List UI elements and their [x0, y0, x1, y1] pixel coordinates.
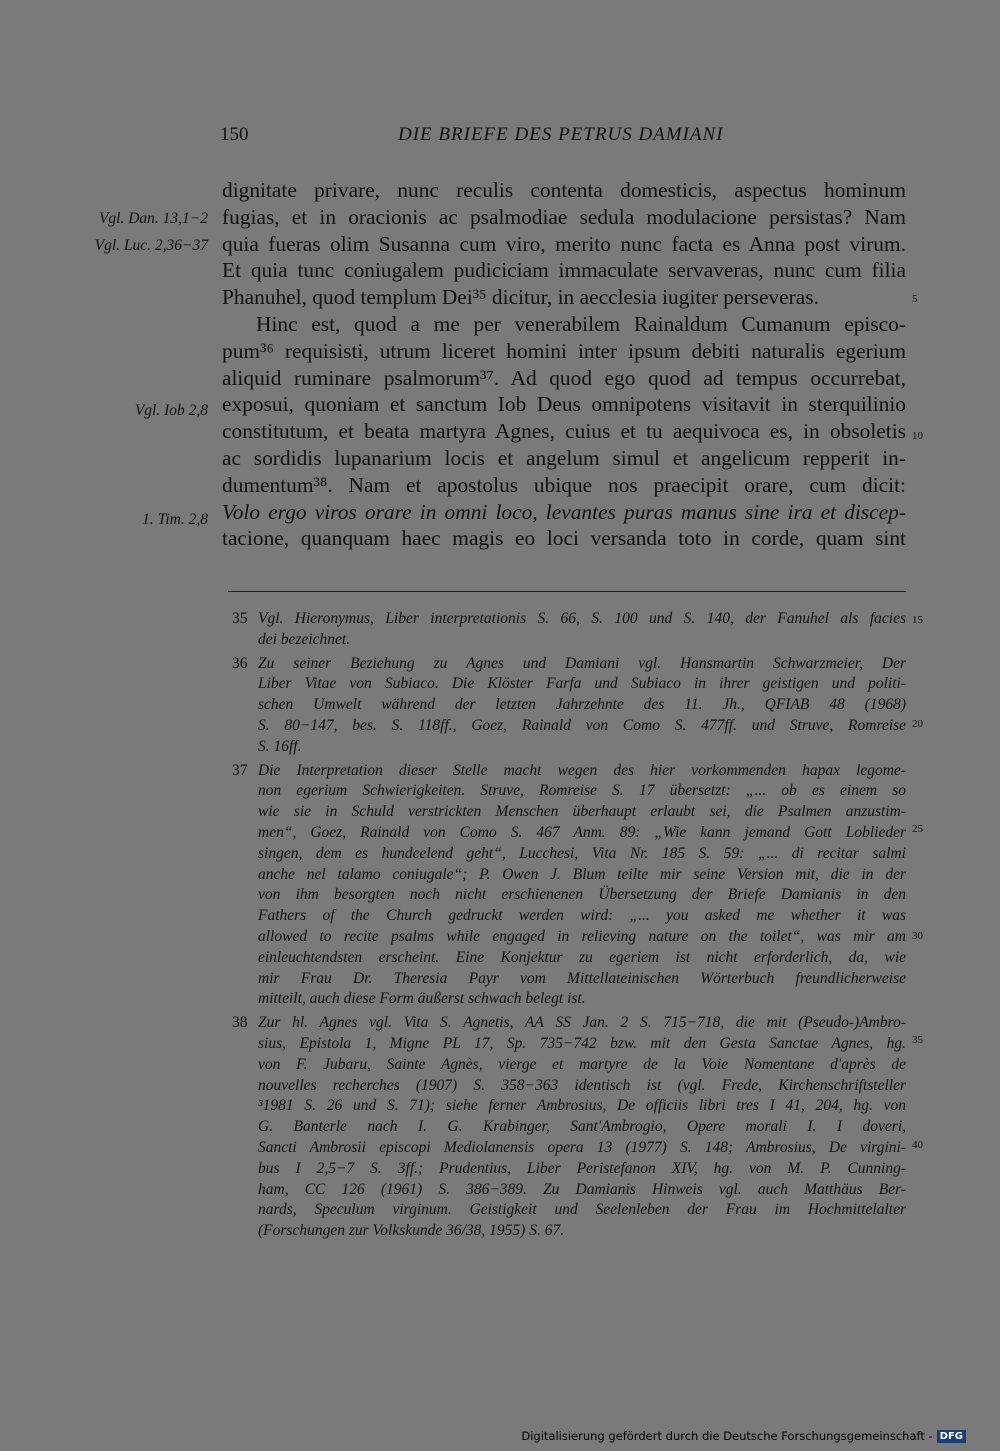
footnote-line: mitteilt, auch diese Form äußerst schwach belegt ist.	[258, 990, 586, 1008]
footnote	[232, 609, 906, 651]
text-line: quia fueras olim Susanna cum viro, merito nunc facta es Anna post virum.	[222, 231, 906, 256]
line-number: 20	[912, 718, 923, 730]
text-line: ac sordidis lupanarium locis et angelum simul et angelicum repperit in-	[222, 445, 906, 470]
footnote-line: bus I 2,5−7 S. 3ff.; Prudentius, Liber Peristefanon XIV, hg. von M. P. Cunning-	[258, 1159, 906, 1177]
text-line: Volo ergo viros orare in omni loco, levantes puras manus sine ira et discep-	[222, 499, 906, 524]
footnote-line: Die Interpretation dieser Stelle macht wegen des hier vorkommenden hapax legome-	[258, 761, 906, 779]
footnote-line: men“, Goez, Rainald von Como S. 467 Anm. 89: „Wie kann jemand Gott Loblieder	[258, 823, 906, 841]
text-line: pum³⁶ requisisti, utrum liceret homini inter ipsum debiti naturalis egerium	[222, 338, 906, 363]
footnote-line: von ihm besorgten noch nicht erschienenen Übersetzung der Briefe Damianis in den	[258, 886, 906, 904]
footnote-line: von F. Jubaru, Sainte Agnès, vierge et martyre de la Voie Nomentane d'après de	[258, 1055, 906, 1073]
margin-reference: Vgl. Luc. 2,36−37	[94, 237, 208, 254]
margin-reference: Vgl. Iob 2,8	[134, 402, 208, 419]
line-number: 5	[912, 293, 918, 305]
line-number: 10	[912, 430, 923, 442]
footnote-line: G. Banterle nach I. G. Krabinger, Sant'Ambrogio, Opere morali I. I doveri,	[258, 1118, 906, 1136]
footnote-line: nouvelles recherches (1907) S. 358−363 identisch ist (vgl. Frede, Kirchenschriftsteller	[258, 1076, 906, 1094]
text-line: Hinc est, quod a me per venerabilem Rainaldum Cumanum episco-	[256, 311, 906, 336]
text-line: dignitate privare, nunc reculis contenta domesticis, aspectus hominum	[222, 178, 906, 202]
main-text	[222, 177, 906, 552]
footnote	[232, 1013, 906, 1242]
text-line: dumentum³⁸. Nam et apostolus ubique nos praecipit orare, cum dicit:	[222, 472, 906, 497]
digitization-footer	[521, 1429, 966, 1443]
text-line: fugias, et in oracionis ac psalmodiae sedula modulacione persistas? Nam	[222, 204, 906, 229]
margin-reference: 1. Tim. 2,8	[142, 511, 208, 528]
footnote-separator	[228, 591, 906, 592]
footnote-line: nards, Speculum virginum. Geistigkeit und Seelenleben der Frau im Hochmittelalter	[258, 1201, 906, 1219]
footnote-line: (Forschungen zur Volkskunde 36/38, 1955) S. 67.	[258, 1222, 565, 1240]
footnote-line: einleuchtendsten erscheint. Eine Konjektur zu egeriem ist nicht erforderlich, da, wie	[258, 948, 906, 966]
text-line: tacione, quanquam haec magis eo loci versanda toto in corde, quam sint	[222, 526, 906, 551]
footnote-line: anche nel talamo coniugale“; P. Owen J. Blum teilte mir seine Version mit, die in der	[258, 865, 906, 883]
footnote-line: non egerium Schwierigkeiten. Struve, Romreise S. 17 übersetzt: „... ob es einem so	[258, 782, 906, 800]
footnote-line: Sancti Ambrosii episcopi Mediolanensis opera 13 (1977) S. 148; Ambrosius, De virgini-	[258, 1138, 906, 1156]
footer-text: Digitalisierung gefördert durch die Deutsche Forschungsgemeinschaft -	[521, 1429, 933, 1443]
footnote-number: 36	[232, 654, 248, 672]
footnote	[232, 761, 906, 1011]
line-number: 30	[912, 930, 923, 942]
line-number: 15	[912, 614, 923, 626]
text-line: Et quia tunc coniugalem pudiciciam immaculate servaveras, nunc cum filia	[222, 258, 906, 283]
footnotes	[232, 609, 906, 1245]
footnote-line: Liber Vitae von Subiaco. Die Klöster Farfa und Subiaco in ihrer geistigen und politi-	[258, 675, 906, 693]
text-line: exposui, quoniam et sanctum Iob Deus omnipotens visitavit in sterquilinio	[222, 392, 906, 417]
page-number: 150	[220, 124, 249, 145]
footnote-line: dei bezeichnet.	[258, 630, 351, 648]
footnote-line: S. 80−147, bes. S. 118ff., Goez, Rainald von Como S. 477ff. und Struve, Romreise	[258, 716, 906, 734]
footnote-line: allowed to recite psalms while engaged in relieving nature on the toilet“, was mir am	[258, 927, 906, 945]
dfg-logo: DFG	[937, 1430, 966, 1443]
footnote-line: ³1981 S. 26 und S. 71); siehe ferner Ambrosius, De officiis libri tres I 41, 204, hg. von	[258, 1097, 906, 1115]
footnote-line: Vgl. Hieronymus, Liber interpretationis S. 66, S. 100 und S. 140, der Fanuhel als facies	[258, 610, 906, 627]
footnote-line: mir Frau Dr. Theresia Payr vom Mittellateinischen Wörterbuch freundlicherweise	[258, 969, 906, 987]
footnote-line: ham, CC 126 (1961) S. 386−389. Zu Damianis Hinweis vgl. auch Matthäus Ber-	[258, 1180, 906, 1198]
line-number: 35	[912, 1034, 923, 1046]
footnote-number: 35	[232, 610, 248, 627]
text-line: aliquid ruminare psalmorum³⁷. Ad quod ego quod ad tempus occurrebat,	[222, 365, 906, 390]
footnote-number: 38	[232, 1014, 248, 1032]
footnote-line: wie sie in Schuld verstrickten Menschen überhaupt erlaubt sei, die Psalmen anzustim-	[258, 803, 906, 821]
text-line: Phanuhel, quod templum Dei³⁵ dicitur, in aecclesia iugiter perseveras.	[222, 285, 819, 310]
footnote-line: schen Umwelt während der letzten Jahrzehnte des 11. Jh., QFIAB 48 (1968)	[258, 696, 906, 714]
footnote-line: Fathers of the Church gedruckt werden wird: „... you asked me whether it was	[258, 907, 906, 925]
running-title: DIE BRIEFE DES PETRUS DAMIANI	[398, 124, 724, 145]
footnote-line: Zu seiner Beziehung zu Agnes und Damiani vgl. Hansmartin Schwarzmeier, Der	[258, 654, 906, 672]
footnote-line: singen, dem es hundeelend geht“, Lucchesi, Vita Nr. 185 S. 59: „... di recitar salmi	[258, 844, 906, 862]
footnote	[232, 654, 906, 758]
footnote-line: S. 16ff.	[258, 737, 302, 755]
text-line: constitutum, et beata martyra Agnes, cuius et tu aequivoca es, in obsoletis	[222, 419, 906, 444]
line-number: 25	[912, 823, 923, 835]
margin-reference: Vgl. Dan. 13,1−2	[98, 210, 208, 227]
line-number: 40	[912, 1139, 923, 1151]
footnote-number: 37	[232, 761, 248, 779]
footnote-line: Zur hl. Agnes vgl. Vita S. Agnetis, AA SS Jan. 2 S. 715−718, die mit (Pseudo-)Ambro-	[258, 1014, 906, 1032]
footnote-line: sius, Epistola 1, Migne PL 17, Sp. 735−742 bzw. mit den Gesta Sanctae Agnes, hg.	[258, 1034, 906, 1052]
